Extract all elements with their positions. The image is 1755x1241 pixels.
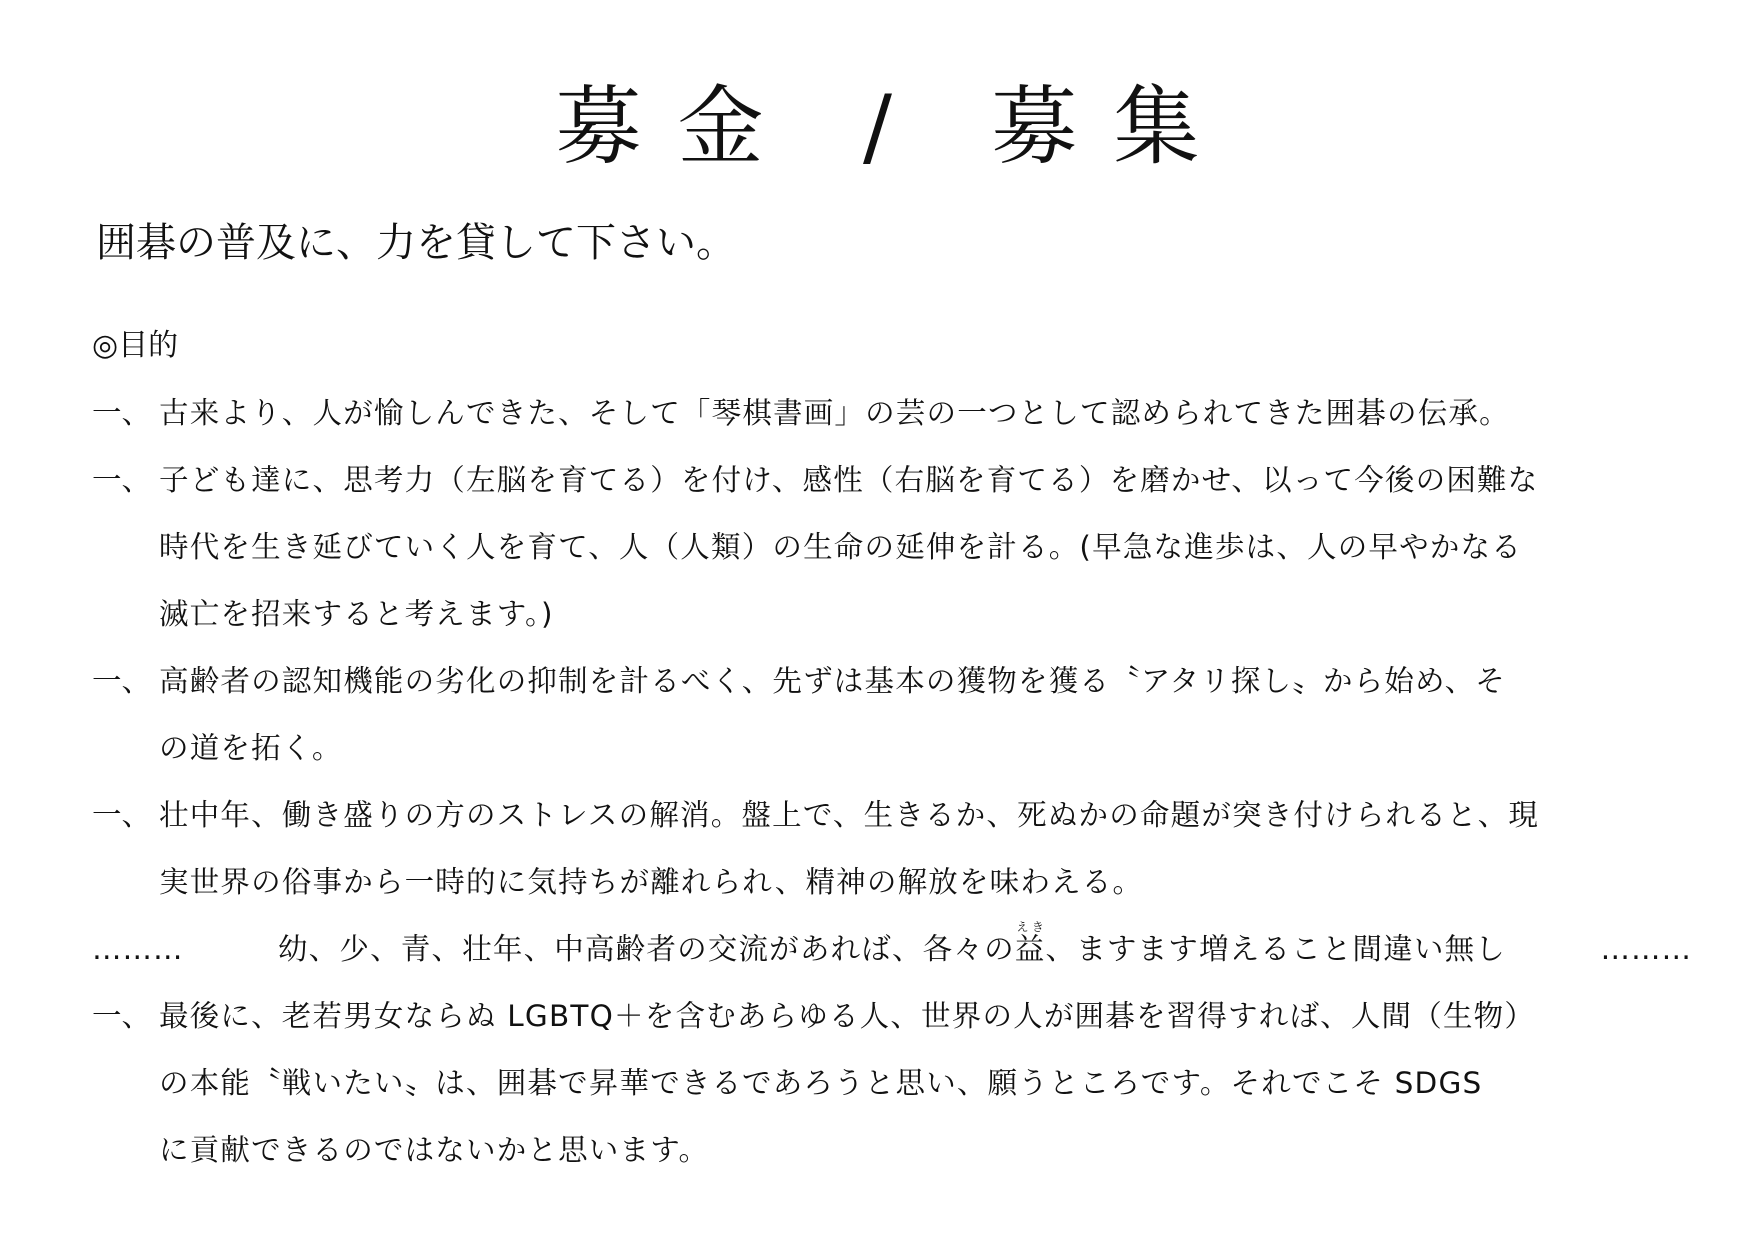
purpose-item-text [159,380,1692,447]
text-line: 滅亡を招来すると考えます。) [159,597,554,631]
text-line: の本能〝戦いたい〟は、囲碁で昇華できるであろうと思い、願うところです。それでこそ SDGS [159,1066,1483,1100]
purpose-item-children [92,447,1692,648]
exchange-text [278,916,1506,983]
text-line: 子ども達に、思考力（左脳を育てる）を付け、感性（右脳を育てる）を磨かせ、以って今後の困難な [159,463,1539,497]
purpose-item-lastly [92,983,1692,1184]
bullet-mark: 一、 [92,798,152,832]
bullet-mark: 一、 [92,999,152,1033]
text-line: の道を拓く。 [159,731,343,765]
purpose-item-tradition [92,380,1692,447]
text-line: 実世界の俗事から一時的に気持ちが離れられ、精神の解放を味わえる。 [159,865,1144,899]
purpose-item-working-age [92,782,1692,916]
text-line: 時代を生き延びていく人を育て、人（人類）の生命の延伸を計る。(早急な進歩は、人の早やかなる [159,530,1522,564]
text-line: に貢献できるのではないかと思います。 [159,1133,710,1167]
purpose-item-text [159,983,1692,1184]
section-heading-purpose: ◎目的 [92,328,179,363]
ruby-annotated-word [1014,920,1046,966]
text-line: 最後に、老若男女ならぬ LGBTQ＋を含むあらゆる人、世界の人が囲碁を習得すれば、人間（生物） [159,999,1536,1033]
leader-dots-left: ……… [92,932,184,966]
text-line: 古来より、人が愉しんできた、そして「琴棋書画」の芸の一つとして認められてきた囲碁の伝承。 [159,396,1510,430]
bullet-mark: 一、 [92,396,152,430]
exchange-statement [92,916,1692,983]
subtitle: 囲碁の普及に、力を貸して下さい。 [96,220,736,266]
bullet-mark: 一、 [92,664,152,698]
leader-dots-right: ……… [1600,932,1692,966]
bullet-mark: 一、 [92,463,152,497]
purpose-list [92,380,1692,1184]
exchange-text-after: 、ますます増えること間違い無し [1045,932,1507,966]
purpose-item-text [159,782,1692,916]
text-line: 壮中年、働き盛りの方のストレスの解消。盤上で、生きるか、死ぬかの命題が突き付けられると、現 [159,798,1540,832]
exchange-text-before: 幼、少、青、壮年、中高齢者の交流があれば、各々の [277,932,1015,966]
text-line: 高齢者の認知機能の劣化の抑制を計るべく、先ずは基本の獲物を獲る〝アタリ探し〟から始め、そ [159,664,1506,698]
page-title: 募金 / 募集 [555,77,1236,177]
purpose-item-elderly [92,648,1692,782]
ruby-base: 益 [1014,932,1046,966]
purpose-item-text [159,648,1692,782]
ruby-reading: えき [1014,920,1046,934]
purpose-item-text [159,447,1692,648]
